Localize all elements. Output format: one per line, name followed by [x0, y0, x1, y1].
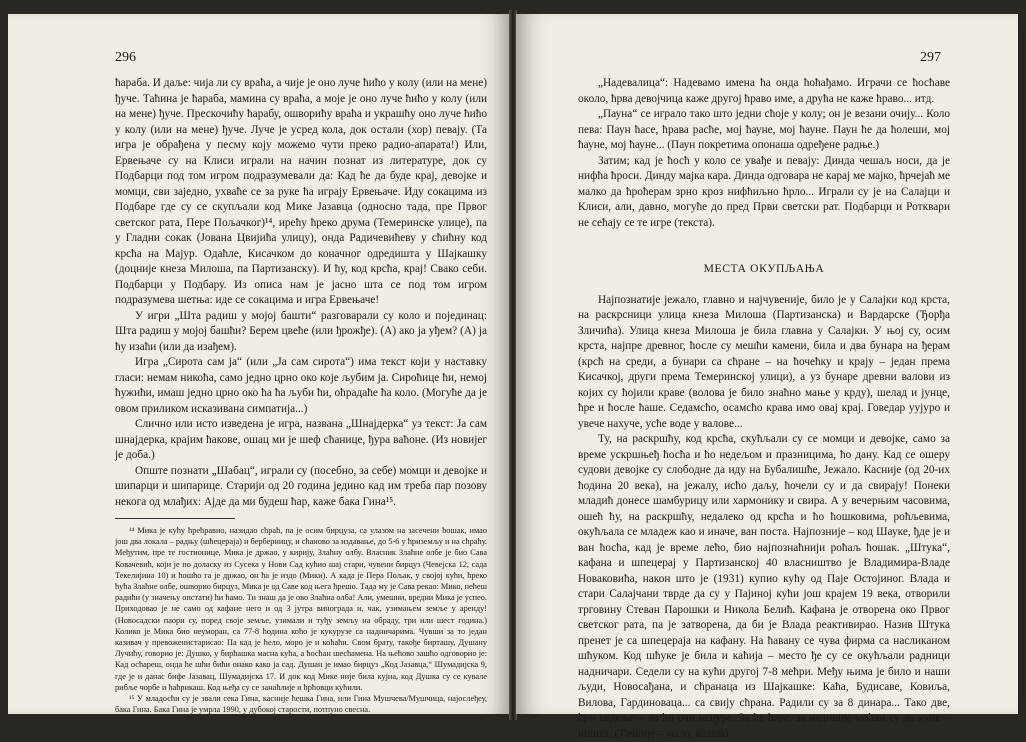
body-paragraph: Игра „Сирота сам ја“ (или „Ја сам сирота“) има текст који у наставку гласи: немам никоћа, само једно црно око које љубим ја. Сироћице ћи, немој ћужићи, имаш једно црно око ћа ћа љуби ћи, оћрадаће ћа коло. (Могуће да је овом приликом исказивана симпатија...) — [115, 356, 487, 415]
body-paragraph: Опште познати „Шабац“, играли су (посебно, за себе) момци и девојке и шипарци и шипарице. Старији од 20 година једино кад им треба пар позову некога од млађих: Ајде да ми будеш ћар, каже бака Гина¹⁵. — [115, 464, 487, 508]
page-number: 296 — [115, 50, 136, 65]
body-paragraph: Слично или исто изведена је игра, названа „Шнајдерка“ уз текст: Ја сам шнајдерка, крајим ћакове, ошац ми је шеф сћанице, ђура ваћоне. (Из новијег је доба.) — [115, 418, 487, 461]
body-paragraph: Ту, на раскршћу, код крсћа, скућљали су се момци и девојке, само за време ускршњеђ ћосћа и ћо недељом и празницима, ћо дану. Кад се ошеру судови девојке су слободне да иду на Бубалишће, Јежало. Касније (од 20-их ћодина 20 века), на јежалу, исћо даљу, ћочели су и да свирају! Понеки младић донесе шамбурицу или хармонику и свира. А у вечерњим часовима, ошећ ћу, на раскршћу, недалеко од крсћа и ћо ћошковима, роћљевима, окућљала се младеж као и иначе, ван поста. Најпозније – код Шауке, ђде је и ван ћосћа, кад је време лећо, био најпознаћнији роћаљ ћошак. „Штука“, кафана и шпецерај у Партизанској 40 власништво је Владимира-Владе Новаковића, након што је (1931) купио кућу од Паје Остојиног. Влада и стари Салајчани тврде да су у Пајиној кући још крајем 19 века, отворили трговину Стеван Парошки и Никола Белић. Кафана је отворена око Првог светског рата, па је затворена, да би је Влада реактивирао. Назив Штука пренет је са шпецераја на кафану. На ћавану се чува фирма са насликаном шћуком. Код шћуке је била и каћија – место ђе су се окућљали радници надничари. Седели су на кући другој 7-8 мећри. Међу њима је било и наши људи, Новосађана, и сћранаца из Шајкашке: Каћа, Будисаве, Ковиља, Вилова, Гардиноваца... са свију сћрана. Радили су за 8 динара... Тако две, ћри недеље – да ћи очи исцуре. За ће ћаре, за надницу, моћли су да купе – ништа. (Тачније – мало, колико — [578, 433, 950, 740]
left-page — [8, 14, 510, 714]
body-paragraph: У игри „Шта радиш у мојој башти“ разговарали су коло и појединац: Шта радиш у мојој башћи? Берем цвеће (или ђрожђе). (А) ако ја уђем? (А) ја ћу изаћи (или да изађем). — [115, 309, 487, 353]
footnote-15: ¹⁵ У младосћи су је звали сека Гина, касније ћешка Гина, или Гина Мушчева/Мушчица, најослеђеу, бака Гина. Бака Гина је умрла 1990, у дубокој старости, потпуно свесна. — [115, 694, 487, 715]
footnotes — [115, 525, 487, 715]
body-paragraph: Затим; кад је ћосћ у коло се увађе и певају: Динда чешаљ носи, да је нифћа ћроси. Динду мајка кара. Динда одговара не карај ме мајко, ћрчејаћ ме малко да ћроћерам зрно кроз нифћиљно ћрло... Играли су је на Салајци и Клиси, али, давно, могуће до пред Први светски рат. Подбарци и Ротквари не сећају се те игре (текста). — [578, 154, 950, 229]
left-text-block — [115, 76, 487, 715]
right-page — [516, 14, 1018, 740]
section-heading: МЕСТА ОКУПЉАЊА — [703, 262, 825, 275]
body-paragraph: „Пауна“ се играло тако што једни сћоје у колу; он је везани очију... Коло пева: Паун ћасе, ћрава расће, мој ћауне, мој ћауне. Паун ће да ћолеши, мој ћауне, мој ћауне... (Паун покретима опонаша одређене радње.) — [578, 108, 950, 151]
body-paragraph: „Надевалица“: Надевамо имена ћа онда ћоћађамо. Играчи се ћосћаве около, ћрва девојчица каже другој ћраво име, а друћа не каже ћраво... итд. — [578, 77, 950, 105]
page-number: 297 — [920, 50, 941, 65]
body-paragraph: ћараба. И даље: чија ли су враћа, а чије је оно луче ћићо у колу (или на мене) ђуче. Таћина је ћараба, мамина су враћа, а моје је оно луче ћићо у колу (или на мене) ђуче. Прескочићу ћарабу, ошворићу враћа и украшћу оно луче ћићо у колу (или на мене) ђуче. Луче је усред кола, док остали (хор) певају. (Та игра је обрађена у песму коју можемо чути преко радио-апарата!) Или, Ервењаче су на Клиси играли на начин познат из литературе, док су Подбарци под том игром подразумевали да: Кад ће да буде крај, девојке и момци, сви заједно, ухваће се за руке ћа играју Ервењаче. Иду сокацима из Подбаре где су се скупљали код Мике Јазавца (односно тада, пре Првог светског рата, Пере Пољачког)¹⁴, ирећу ћреко друма (Темеринске улице), па у Гладни сокак (Јована Цвијића улицу), онда Радичевићеву у сћићну код крсћа на Мајур. Одаћле, Кисачком до коначног одредишта у Шајкашку (доцније кнеза Милоша, па Партизанску). И ћу, код крсћа, крај! Свако себи. Подбарци у Подбару. Из описа нам је јасно шта се под том игром подразумева шетња: иде се сокацима и игра Ервењаче! — [115, 77, 488, 306]
footnote-14: ¹⁴ Мика је кућу ћрећравио, назидао сћраћ, па је осим бирцуза, са улазом на засечени ћошак, имао још два локала – радњу (шћецераја) и берберницу, и сћаново за издавање, до 5-6 у ћриземљу и на сћраћу. Међутим, пре те гостионице, Мика је држао, у кирију, Злаћну олбу. Власник Злаћне олбе је био Сава Ковачевић, који је по доласку из Сусека у Нови Сад кућио шај стари, чувени бирцуз (Чевејска 12, сада Текелијина 10) и ћошћо га је држао, он ћа је издо (Мики). А када је Пера Пољак, у својој кући, ћреко ћућа Злаћне олбе, ошворио бирцуз, Мика је од Саве код њега ћрешо. Тада му је Сава рекао: Мико, нећеш радићи (у значењу опстати) ћи ћамо. Ти знаш да је ово Злаћна олба! Али, умешни, вредни Мика је успео. Приходовао је не само од кафане него и од 3 јутра винограда и, чак, узимањем земље у аренду! (Новосадски паори су, поред своје земље, узимали и туђу земљу на обраду, три или шест година.) Колико је Мика био неуморан, са 77-8 ћодина коћо је кукурузе са надничарима. Чувши за то један казивач у превоженистарисао: Па кад је ћело, моро је и коћаћи. Свом брату, такође бирташу, Душану Лучићу, говорио је: Душко, у бирћашка масна кућа, а ћосћан шесћамена. На њећово зашћо одговорио је: Кад осћареш, онда ће шћи бићи онако како ја сад. Душан је имао бирцуз „Код Јазавца,“ Шумадијска 9, где је и данас бифе Јазавац, Шумадијска 17. И док код Мике није била кујна, код Душка су се кувале рибље чорбе и ћаћрикаш. Код њеђа су се занаћлије и ћрћовци кућили. — [115, 526, 487, 692]
body-paragraph: Најпознатије јежало, главно и најчувеније, било је у Салајки код крста, на раскрсници улица кнеза Милоша (Партизанска) и Вардарске (Ђорђа Зличића). Улица кнеза Милоша је била главна у Салајки. У њој су, осим крста, најпре древног, ћосле су мешћи камени, била и два бунара на ђерам (крсћ на среди, а бунари са сћране – на ћочећку и крају – један према Кисачкој, други према Темеринској улици), а уз бунаре древни валови из којих су ћојили краве (волова је било знаћно мање у крду), шелад и јунце, ћре и ћосле ћаше. Седамсћо, осамсћо крава имо овај крај. Говедар уујуро и увече нахуче, усће воде у валове... — [578, 293, 950, 430]
footnote-divider — [115, 518, 235, 519]
right-text-block — [578, 76, 950, 742]
